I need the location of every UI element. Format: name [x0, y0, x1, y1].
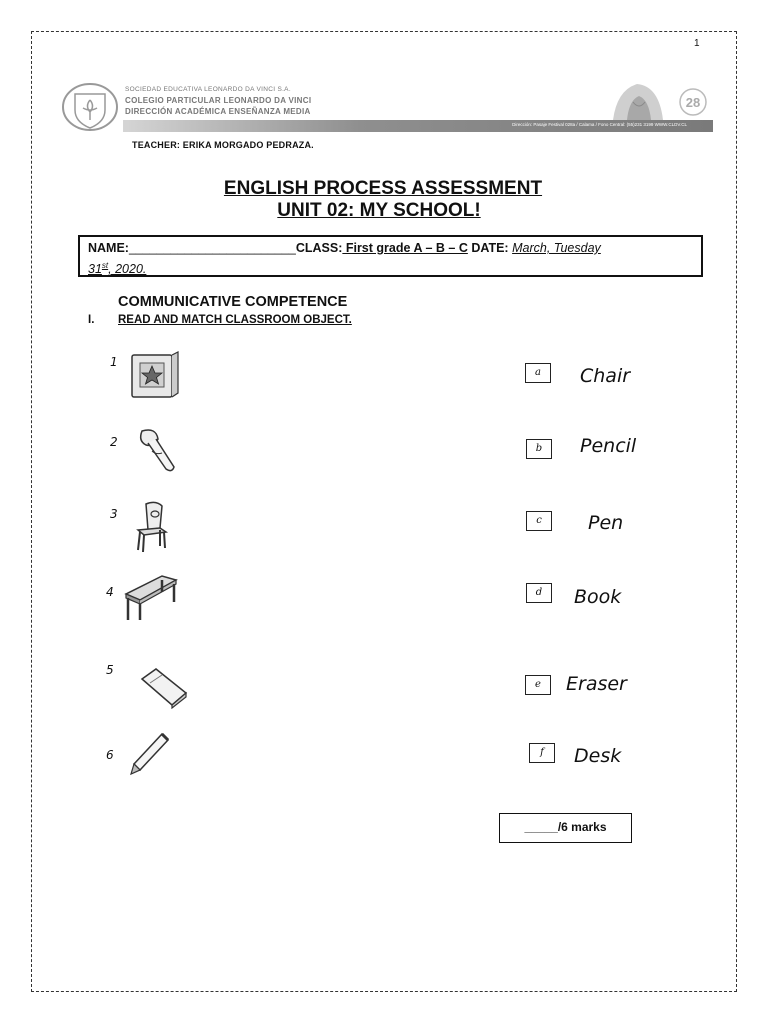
picture-number-3: 3: [110, 507, 118, 521]
picture-number-1: 1: [110, 355, 118, 369]
teacher-name: TEACHER: ERIKA MORGADO PEDRAZA.: [132, 140, 314, 150]
option-word-book: Book: [574, 586, 622, 608]
department-name: DIRECCIÓN ACADÉMICA ENSEÑANZA MEDIA: [125, 107, 311, 116]
picture-number-2: 2: [110, 435, 118, 449]
pencil-icon: [128, 730, 172, 776]
eraser-icon: [138, 665, 190, 709]
exercise-number: I.: [88, 314, 95, 326]
date-value-day: 31: [88, 262, 102, 277]
option-letter-d: d: [526, 583, 552, 603]
option-letter-a: a: [525, 363, 551, 383]
contact-info: Dirección: Pasaje Festival 028a / Calama / Fono Central: (55)231 3199 WWW.CLDV.CL: [512, 122, 687, 127]
name-label: NAME:: [88, 241, 129, 255]
unit-title: UNIT 02: MY SCHOOL!: [277, 200, 481, 221]
assessment-title: ENGLISH PROCESS ASSESSMENT: [223, 178, 543, 199]
marks-box: _____/6 marks: [499, 813, 632, 843]
school-letterhead: [55, 80, 713, 134]
date-value-year: , 2020.: [108, 262, 147, 277]
date-value-part1: March, Tuesday: [512, 241, 601, 255]
book-icon: [128, 351, 182, 399]
option-letter-f: f: [529, 743, 555, 763]
option-word-pencil: Pencil: [580, 435, 637, 457]
date-label: DATE:: [467, 241, 509, 255]
option-letter-e: e: [525, 675, 551, 695]
option-word-eraser: Eraser: [566, 673, 627, 695]
option-letter-c: c: [526, 511, 552, 531]
picture-number-5: 5: [106, 663, 114, 677]
date-value-suffix: st: [101, 261, 109, 270]
exercise-title: READ AND MATCH CLASSROOM OBJECT.: [118, 314, 352, 326]
option-word-chair: Chair: [580, 365, 631, 387]
option-letter-b: b: [526, 439, 552, 459]
school-name: COLEGIO PARTICULAR LEONARDO DA VINCI: [125, 96, 312, 105]
desk-icon: [122, 574, 180, 622]
name-blank[interactable]: ________________________: [128, 241, 296, 255]
class-value: First grade A – B – C: [342, 241, 468, 255]
leonardo-portrait-icon: [603, 80, 673, 120]
school-crest-icon: [61, 82, 119, 132]
option-word-desk: Desk: [574, 745, 622, 767]
section-title: COMMUNICATIVE COMPETENCE: [118, 294, 348, 310]
pencil-sharpener-icon: [132, 425, 182, 475]
society-name: SOCIEDAD EDUCATIVA LEONARDO DA VINCI S.A.: [125, 86, 291, 93]
chair-icon: [130, 500, 174, 552]
anniversary-number: 28: [685, 95, 701, 110]
page-number: 1: [694, 38, 700, 49]
anniversary-logo-icon: [673, 86, 713, 118]
picture-number-4: 4: [106, 585, 114, 599]
picture-number-6: 6: [106, 748, 114, 762]
student-info-box: [78, 235, 703, 277]
option-word-pen: Pen: [588, 512, 624, 534]
class-label: CLASS:: [295, 241, 343, 255]
